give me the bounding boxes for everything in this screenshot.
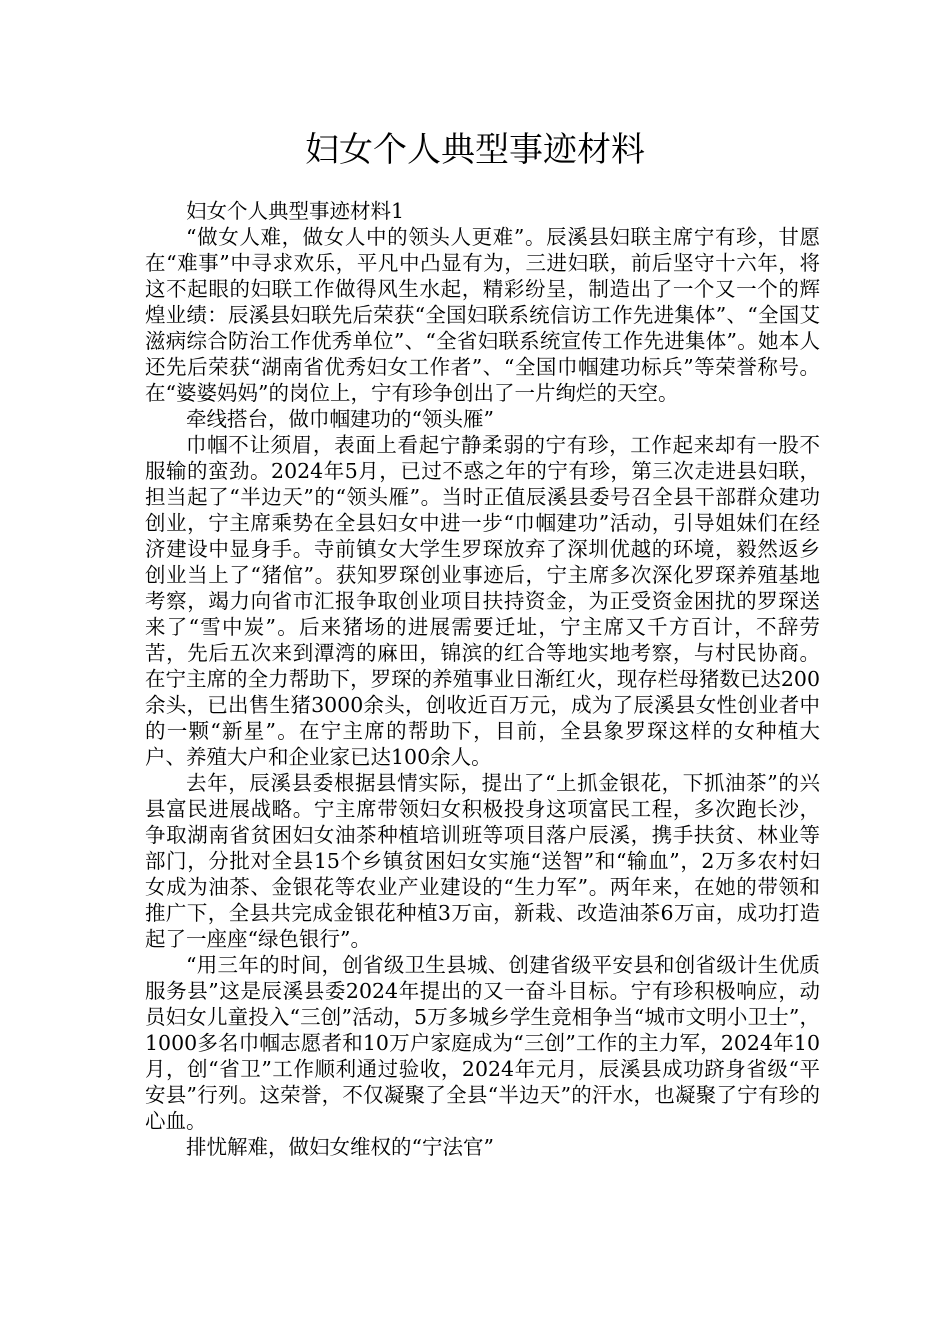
- section-heading: 排忧解难，做妇女维权的“宁法官”: [186, 1135, 494, 1159]
- document-body: [145, 198, 820, 1160]
- paragraph: “用三年的时间，创省级卫生县城、创建省级平安县和创省级计生优质服务县”这是辰溪县委2024年提出的又一奋斗目标。宁有珍积极响应，动员妇女儿童投入“三创”活动，5万多城乡学生竞相争当“城市文明小卫士”，1000多名巾帼志愿者和10万户家庭成为“三创”工作的主力军，2024年10月，创“省卫”工作顺利通过验收，2024年元月，辰溪县成功跻身省级“平安县”行列。这荣誉，不仅凝聚了全县“半边天”的汗水，也凝聚了宁有珍的心血。: [145, 953, 820, 1133]
- section-heading: 牵线搭台，做巾帼建功的“领头雁”: [186, 407, 494, 431]
- paragraph-subtitle: 妇女个人典型事迹材料1: [186, 199, 405, 223]
- document-title: 妇女个人典型事迹材料: [305, 130, 645, 170]
- paragraph: “做女人难，做女人中的领头人更难”。辰溪县妇联主席宁有珍，甘愿在“难事”中寻求欢乐，平凡中凸显有为，三进妇联，前后坚守十六年，将这不起眼的妇联工作做得风生水起，精彩纷呈，制造出了一个又一个的辉煌业绩：辰溪县妇联先后荣获“全国妇联系统信访工作先进集体”、“全国艾滋病综合防治工作优秀单位”、“全省妇联系统宣传工作先进集体”。她本人还先后荣获“湖南省优秀妇女工作者”、“全国巾帼建功标兵”等荣誉称号。在“婆婆妈妈”的岗位上，宁有珍争创出了一片绚烂的天空。: [145, 225, 820, 405]
- paragraph: 去年，辰溪县委根据县情实际，提出了“上抓金银花，下抓油茶”的兴县富民进展战略。宁主席带领妇女积极投身这项富民工程，多次跑长沙，争取湖南省贫困妇女油茶种植培训班等项目落户辰溪，携手扶贫、林业等部门，分批对全县15个乡镇贫困妇女实施“送智”和“输血”，2万多农村妇女成为油茶、金银花等农业产业建设的“生力军”。两年来，在她的带领和推广下，全县共完成金银花种植3万亩，新栽、改造油茶6万亩，成功打造起了一座座“绿色银行”。: [145, 771, 820, 951]
- paragraph: 巾帼不让须眉，表面上看起宁静柔弱的宁有珍，工作起来却有一股不服输的蛮劲。2024年5月，已过不惑之年的宁有珍，第三次走进县妇联，担当起了“半边天”的“领头雁”。当时正值辰溪县委号召全县干部群众建功创业，宁主席乘势在全县妇女中进一步“巾帼建功”活动，引导姐妹们在经济建设中显身手。寺前镇女大学生罗琛放弃了深圳优越的环境，毅然返乡创业当上了“猪倌”。获知罗琛创业事迹后，宁主席多次深化罗琛养殖基地考察，竭力向省市汇报争取创业项目扶持资金，为正受资金困扰的罗琛送来了“雪中炭”。后来猪场的进展需要迁址，宁主席又千方百计，不辞劳苦，先后五次来到潭湾的麻田，锦滨的红合等地实地考察，与村民协商。在宁主席的全力帮助下，罗琛的养殖事业日渐红火，现存栏母猪数已达200余头，已出售生猪3000余头，创收近百万元，成为了辰溪县女性创业者中的一颗“新星”。在宁主席的帮助下，目前，全县象罗琛这样的女种植大户、养殖大户和企业家已达100余人。: [145, 433, 820, 769]
